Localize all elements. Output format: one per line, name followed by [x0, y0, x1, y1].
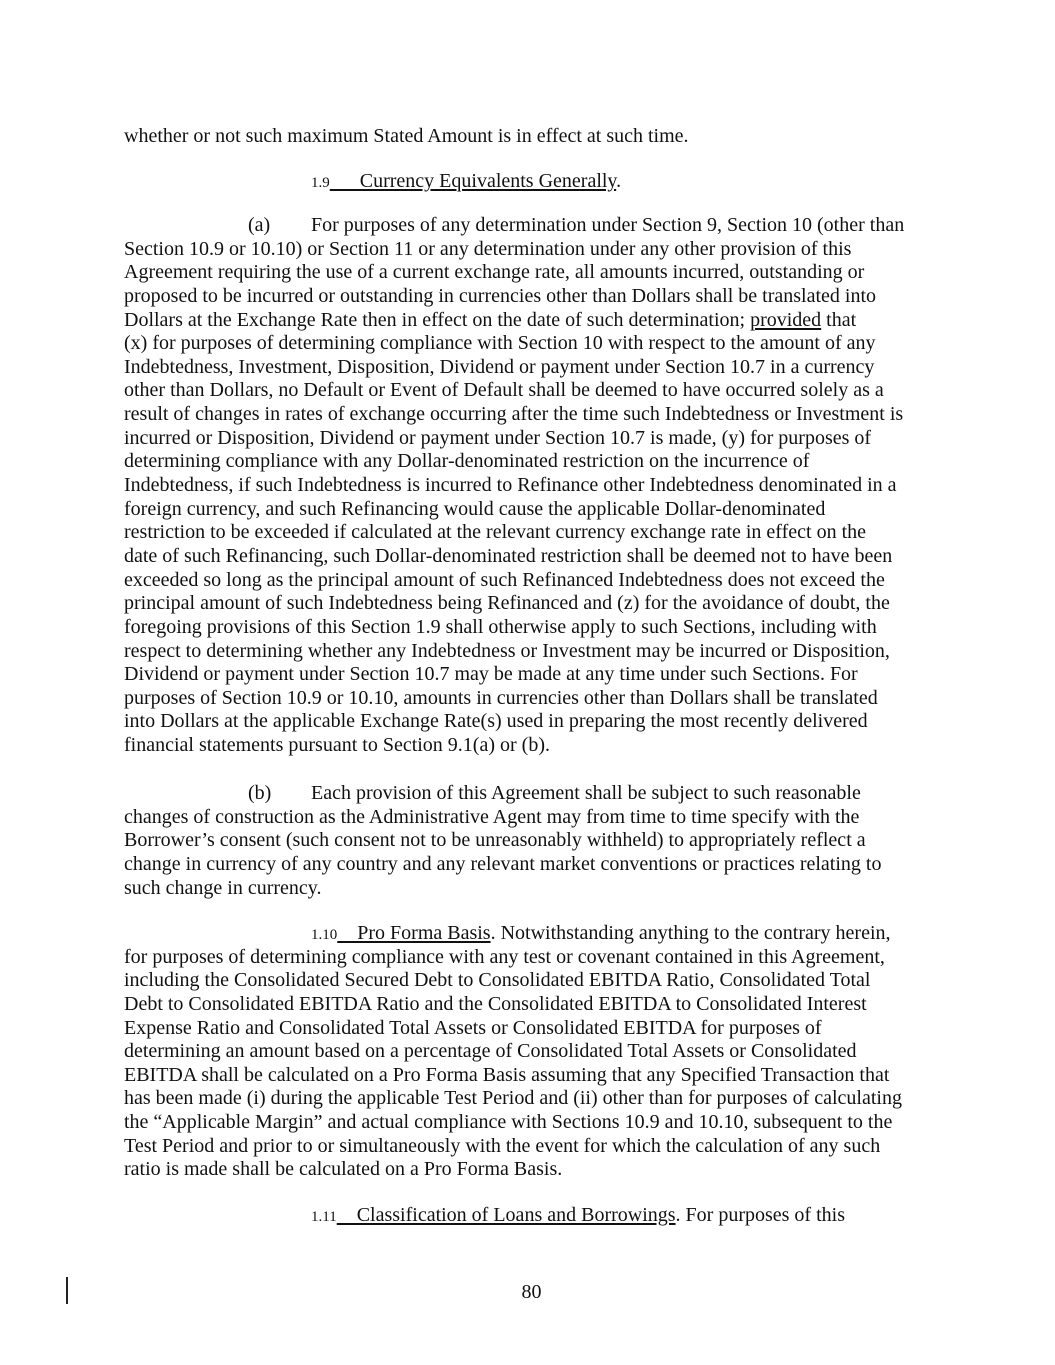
text-segment: including the Consolidated Secured Debt to Consolidated EBITDA Ratio, Consolidated Total — [124, 969, 871, 992]
text-segment: whether or not such maximum Stated Amount is in effect at such time. — [124, 125, 689, 147]
underlined-text: Pro Forma Basis — [337, 922, 491, 944]
paragraph — [124, 782, 934, 900]
text-segment: result of changes in rates of exchange occurring after the time such Indebtedness or Investment is — [124, 403, 904, 426]
underlined-text: Currency Equivalents Generally — [329, 170, 617, 192]
text-segment: Indebtedness, Investment, Disposition, Dividend or payment under Section 10.7 in a currency — [124, 355, 875, 378]
text-segment: Agreement requiring the use of a current exchange rate, all amounts incurred, outstanding or — [124, 261, 865, 284]
underlined-text: Classification of Loans and Borrowings — [336, 1204, 676, 1226]
underlined-text: provided — [750, 308, 822, 331]
text-line — [124, 1017, 934, 1041]
text-line — [124, 1135, 934, 1159]
text-segment: that — [821, 308, 857, 331]
text-line — [124, 1204, 934, 1228]
text-line — [124, 1064, 934, 1088]
section-number: 1.11 — [311, 1209, 337, 1225]
text-line — [124, 332, 934, 356]
text-line — [124, 1040, 934, 1064]
paragraph-marker: (a) — [248, 214, 271, 236]
text-line — [124, 829, 934, 853]
text-segment: exceeded so long as the principal amount of such Refinanced Indebtedness does not exceed the — [124, 568, 885, 591]
text-line — [124, 969, 934, 993]
text-segment: date of such Refinancing, such Dollar-denominated restriction shall be deemed not to have been — [124, 544, 893, 567]
text-segment: ratio is made shall be calculated on a Pro Forma Basis. — [124, 1158, 563, 1181]
text-line — [124, 309, 934, 333]
text-line — [124, 592, 934, 616]
text-line — [124, 710, 934, 734]
text-segment: . Notwithstanding anything to the contrary herein, — [490, 922, 891, 944]
text-line — [124, 474, 934, 498]
text-line — [124, 170, 934, 194]
text-line — [124, 640, 934, 664]
text-line — [124, 379, 934, 403]
text-segment: EBITDA shall be calculated on a Pro Forma Basis assuming that any Specified Transaction that — [124, 1063, 890, 1086]
text-line — [124, 687, 934, 711]
text-line — [124, 877, 934, 901]
text-line — [124, 403, 934, 427]
text-segment: Borrower’s consent (such consent not to be unreasonably withheld) to appropriately reflect a — [124, 829, 866, 852]
text-line — [124, 1087, 934, 1111]
text-line — [124, 782, 934, 806]
text-segment: change in currency of any country and any relevant market conventions or practices relating to — [124, 852, 882, 875]
text-line — [124, 427, 934, 451]
text-segment: Test Period and prior to or simultaneously with the event for which the calculation of any such — [124, 1134, 881, 1157]
text-line — [124, 1111, 934, 1135]
text-segment: Dollars at the Exchange Rate then in effect on the date of such determination; — [124, 308, 751, 331]
text-line — [124, 569, 934, 593]
text-line — [124, 853, 934, 877]
text-line — [124, 1158, 934, 1182]
text-segment: (x) for purposes of determining compliance with Section 10 with respect to the amount of any — [124, 332, 876, 355]
text-line — [124, 993, 934, 1017]
text-line — [124, 922, 934, 946]
section-heading-paragraph — [124, 1204, 934, 1228]
text-line — [124, 806, 934, 830]
text-line — [124, 616, 934, 640]
text-segment: Each provision of this Agreement shall be subject to such reasonable — [311, 782, 861, 804]
section-number: 1.9 — [311, 175, 330, 191]
text-segment: Expense Ratio and Consolidated Total Assets or Consolidated EBITDA for purposes of — [124, 1016, 822, 1039]
text-segment: incurred or Disposition, Dividend or payment under Section 10.7 is made, (y) for purposes of — [124, 426, 872, 449]
text-segment: has been made (i) during the applicable Test Period and (ii) other than for purposes of calculating — [124, 1087, 902, 1110]
section-number: 1.10 — [311, 927, 338, 943]
page-number: 80 — [521, 1281, 542, 1303]
paragraph-marker: (b) — [248, 782, 272, 804]
text-segment: determining an amount based on a percentage of Consolidated Total Assets or Consolidated — [124, 1040, 857, 1063]
paragraph — [124, 214, 934, 758]
text-segment: such change in currency. — [124, 876, 322, 899]
text-segment: restriction to be exceeded if calculated at the relevant currency exchange rate in effect on the — [124, 521, 867, 544]
text-segment: other than Dollars, no Default or Event of Default shall be deemed to have occurred solely as a — [124, 379, 884, 402]
text-segment: . For purposes of this — [675, 1204, 845, 1226]
section-heading-paragraph — [124, 170, 934, 194]
text-line — [124, 946, 934, 970]
section-heading-paragraph — [124, 922, 934, 1182]
text-segment: changes of construction as the Administrative Agent may from time to time specify with the — [124, 805, 860, 828]
text-line — [124, 285, 934, 309]
text-line — [124, 498, 934, 522]
text-segment: Debt to Consolidated EBITDA Ratio and the Consolidated EBITDA to Consolidated Interest — [124, 992, 867, 1015]
text-segment: Section 10.9 or 10.10) or Section 11 or any determination under any other provision of this — [124, 237, 852, 260]
text-line — [124, 261, 934, 285]
text-segment: respect to determining whether any Indebtedness or Investment may be incurred or Disposition, — [124, 639, 890, 662]
text-line — [124, 214, 934, 238]
text-segment: foregoing provisions of this Section 1.9 shall otherwise apply to such Sections, including with — [124, 615, 877, 638]
text-segment: proposed to be incurred or outstanding in currencies other than Dollars shall be translated into — [124, 284, 877, 307]
text-line — [124, 734, 934, 758]
text-line — [124, 238, 934, 262]
text-segment: Dividend or payment under Section 10.7 may be made at any time under such Sections. For — [124, 663, 858, 686]
text-segment: principal amount of such Indebtedness being Refinanced and (z) for the avoidance of doubt, the — [124, 592, 890, 615]
text-segment: . — [616, 170, 622, 192]
text-line — [124, 125, 934, 149]
text-segment: determining compliance with any Dollar-denominated restriction on the incurrence of — [124, 450, 810, 473]
text-segment: For purposes of any determination under Section 9, Section 10 (other than — [311, 214, 905, 236]
paragraph — [124, 125, 934, 149]
text-segment: financial statements pursuant to Section 9.1(a) or (b). — [124, 734, 550, 757]
text-line — [124, 663, 934, 687]
text-segment: foreign currency, and such Refinancing would cause the applicable Dollar-denominated — [124, 497, 826, 520]
text-segment: for purposes of determining compliance with any test or covenant contained in this Agreement, — [124, 945, 885, 968]
text-segment: the “Applicable Margin” and actual compliance with Sections 10.9 and 10.10, subsequent to the — [124, 1111, 893, 1134]
text-segment: purposes of Section 10.9 or 10.10, amounts in currencies other than Dollars shall be translated — [124, 686, 878, 709]
text-segment: Indebtedness, if such Indebtedness is incurred to Refinance other Indebtedness denominated in a — [124, 474, 897, 497]
text-segment: into Dollars at the applicable Exchange Rate(s) used in preparing the most recently delivered — [124, 710, 868, 733]
text-line — [124, 545, 934, 569]
text-line — [124, 521, 934, 545]
text-line — [124, 356, 934, 380]
text-line — [124, 450, 934, 474]
